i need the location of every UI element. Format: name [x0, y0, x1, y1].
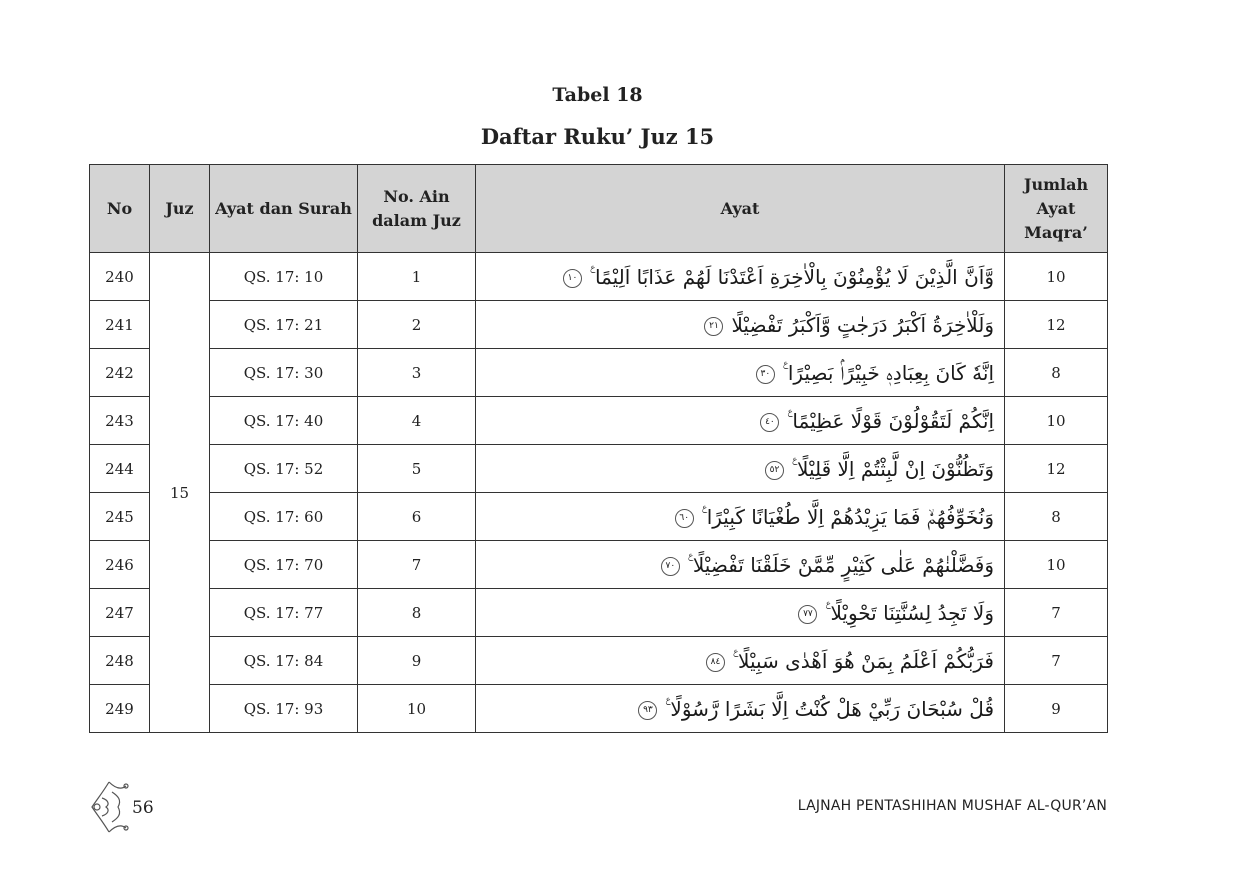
arabesque-ornament-icon [88, 778, 130, 836]
table-row [90, 349, 1108, 397]
header-no-ain [358, 165, 476, 253]
row-no: 249 [90, 685, 150, 733]
ayat-text: وَتَظُنُّوْنَ اِنْ لَّبِثْتُمْ اِلَّا قَلِيْلًا ࣖ [792, 456, 994, 481]
header-ayat-surah: Ayat dan Surah [210, 165, 358, 253]
row-ref: QS. 17: 52 [210, 445, 358, 493]
row-ayat [476, 349, 1005, 397]
row-no: 245 [90, 493, 150, 541]
header-juz: Juz [150, 165, 210, 253]
row-count: 10 [1005, 397, 1108, 445]
row-count: 8 [1005, 349, 1108, 397]
row-no: 243 [90, 397, 150, 445]
row-ayat [476, 397, 1005, 445]
ayat-text: وَلَلْاٰخِرَةُ اَكْبَرُ دَرَجٰتٍ وَّاَكْبَرُ تَفْضِيْلًا [731, 312, 994, 337]
row-ref: QS. 17: 21 [210, 301, 358, 349]
juz-cell: 15 [150, 253, 210, 733]
row-ref: QS. 17: 70 [210, 541, 358, 589]
row-ain: 9 [358, 637, 476, 685]
row-count: 12 [1005, 301, 1108, 349]
table-row [90, 397, 1108, 445]
ayat-text: وَلَا تَجِدُ لِسُنَّتِنَا تَحْوِيْلًا ࣖ [825, 600, 994, 625]
publisher-label: LAJNAH PENTASHIHAN MUSHAF AL-QUR’AN [797, 798, 1107, 814]
ayah-number-icon: ٧٠ [661, 557, 680, 576]
table-number: Tabel 18 [552, 84, 643, 106]
table-row [90, 685, 1108, 733]
table-row [90, 541, 1108, 589]
row-count: 7 [1005, 589, 1108, 637]
row-no: 244 [90, 445, 150, 493]
header-jumlah [1005, 165, 1108, 253]
ayat-text: وَفَضَّلْنٰهُمْ عَلٰى كَثِيْرٍ مِّمَّنْ خَلَقْنَا تَفْضِيْلًا ࣖ [687, 552, 994, 577]
row-ain: 6 [358, 493, 476, 541]
header-no-ain-line2: dalam Juz [372, 210, 461, 230]
row-ref: QS. 17: 77 [210, 589, 358, 637]
row-ref: QS. 17: 40 [210, 397, 358, 445]
table-row [90, 253, 1108, 301]
table-row [90, 445, 1108, 493]
row-ayat [476, 253, 1005, 301]
header-no: No [90, 165, 150, 253]
table-title: Daftar Ruku’ Juz 15 [480, 124, 715, 149]
row-no: 247 [90, 589, 150, 637]
row-count: 9 [1005, 685, 1108, 733]
row-count: 10 [1005, 253, 1108, 301]
row-ayat [476, 685, 1005, 733]
row-ain: 5 [358, 445, 476, 493]
row-ayat [476, 541, 1005, 589]
row-count: 7 [1005, 637, 1108, 685]
row-ain: 3 [358, 349, 476, 397]
header-no-ain-line1: No. Ain [383, 186, 450, 206]
ayah-number-icon: ٥٢ [765, 461, 784, 480]
header-jumlah-line3: Maqra’ [1024, 222, 1088, 242]
ayah-number-icon: ٦٠ [675, 509, 694, 528]
page-number: 56 [132, 798, 154, 818]
row-ref: QS. 17: 60 [210, 493, 358, 541]
ayah-number-icon: ٤٠ [760, 413, 779, 432]
row-ayat [476, 445, 1005, 493]
row-ref: QS. 17: 93 [210, 685, 358, 733]
row-ayat [476, 301, 1005, 349]
page-footer-left [88, 778, 154, 836]
row-ref: QS. 17: 84 [210, 637, 358, 685]
row-ayat [476, 589, 1005, 637]
row-no: 241 [90, 301, 150, 349]
table-row [90, 493, 1108, 541]
row-no: 240 [90, 253, 150, 301]
row-no: 248 [90, 637, 150, 685]
row-ain: 10 [358, 685, 476, 733]
ayah-number-icon: ٣٠ [756, 365, 775, 384]
table-header-row [90, 165, 1108, 253]
ayat-text: وَنُخَوِّفُهُمْۙ فَمَا يَزِيْدُهُمْ اِلَّا طُغْيَانًا كَبِيْرًا ࣖ [701, 504, 994, 529]
ayat-text: وَّاَنَّ الَّذِيْنَ لَا يُؤْمِنُوْنَ بِالْاٰخِرَةِ اَعْتَدْنَا لَهُمْ عَذَابًا اَلِيْمًا ࣖ [589, 264, 994, 289]
row-ain: 8 [358, 589, 476, 637]
row-no: 242 [90, 349, 150, 397]
ayah-number-icon: ٢١ [704, 317, 723, 336]
row-ref: QS. 17: 10 [210, 253, 358, 301]
row-ain: 2 [358, 301, 476, 349]
row-ain: 1 [358, 253, 476, 301]
ayat-text: اِنَّهٗ كَانَ بِعِبَادِهٖ خَبِيْرًاۢ بَصِيْرًا ࣖ [782, 360, 994, 385]
header-jumlah-line1: Jumlah [1023, 174, 1089, 194]
ayah-number-icon: ٨٤ [706, 653, 725, 672]
ruku-table [89, 164, 1108, 733]
row-ayat [476, 637, 1005, 685]
row-ain: 4 [358, 397, 476, 445]
ayah-number-icon: ٧٧ [798, 605, 817, 624]
row-ayat [476, 493, 1005, 541]
ayat-text: فَرَبُّكُمْ اَعْلَمُ بِمَنْ هُوَ اَهْدٰى سَبِيْلًا ࣖ [733, 648, 994, 673]
row-count: 12 [1005, 445, 1108, 493]
ayat-text: قُلْ سُبْحَانَ رَبِّيْ هَلْ كُنْتُ اِلَّا بَشَرًا رَّسُوْلًا ࣖ [665, 696, 994, 721]
header-jumlah-line2: Ayat [1036, 198, 1076, 218]
header-ayat: Ayat [476, 165, 1005, 253]
ayah-number-icon: ٩٣ [638, 701, 657, 720]
ayat-text: اِنَّكُمْ لَتَقُوْلُوْنَ قَوْلًا عَظِيْمًا ࣖ [787, 408, 994, 433]
row-ain: 7 [358, 541, 476, 589]
row-ref: QS. 17: 30 [210, 349, 358, 397]
row-count: 8 [1005, 493, 1108, 541]
row-count: 10 [1005, 541, 1108, 589]
ayah-number-icon: ١٠ [563, 269, 582, 288]
table-row [90, 589, 1108, 637]
row-no: 246 [90, 541, 150, 589]
table-row [90, 301, 1108, 349]
table-row [90, 637, 1108, 685]
